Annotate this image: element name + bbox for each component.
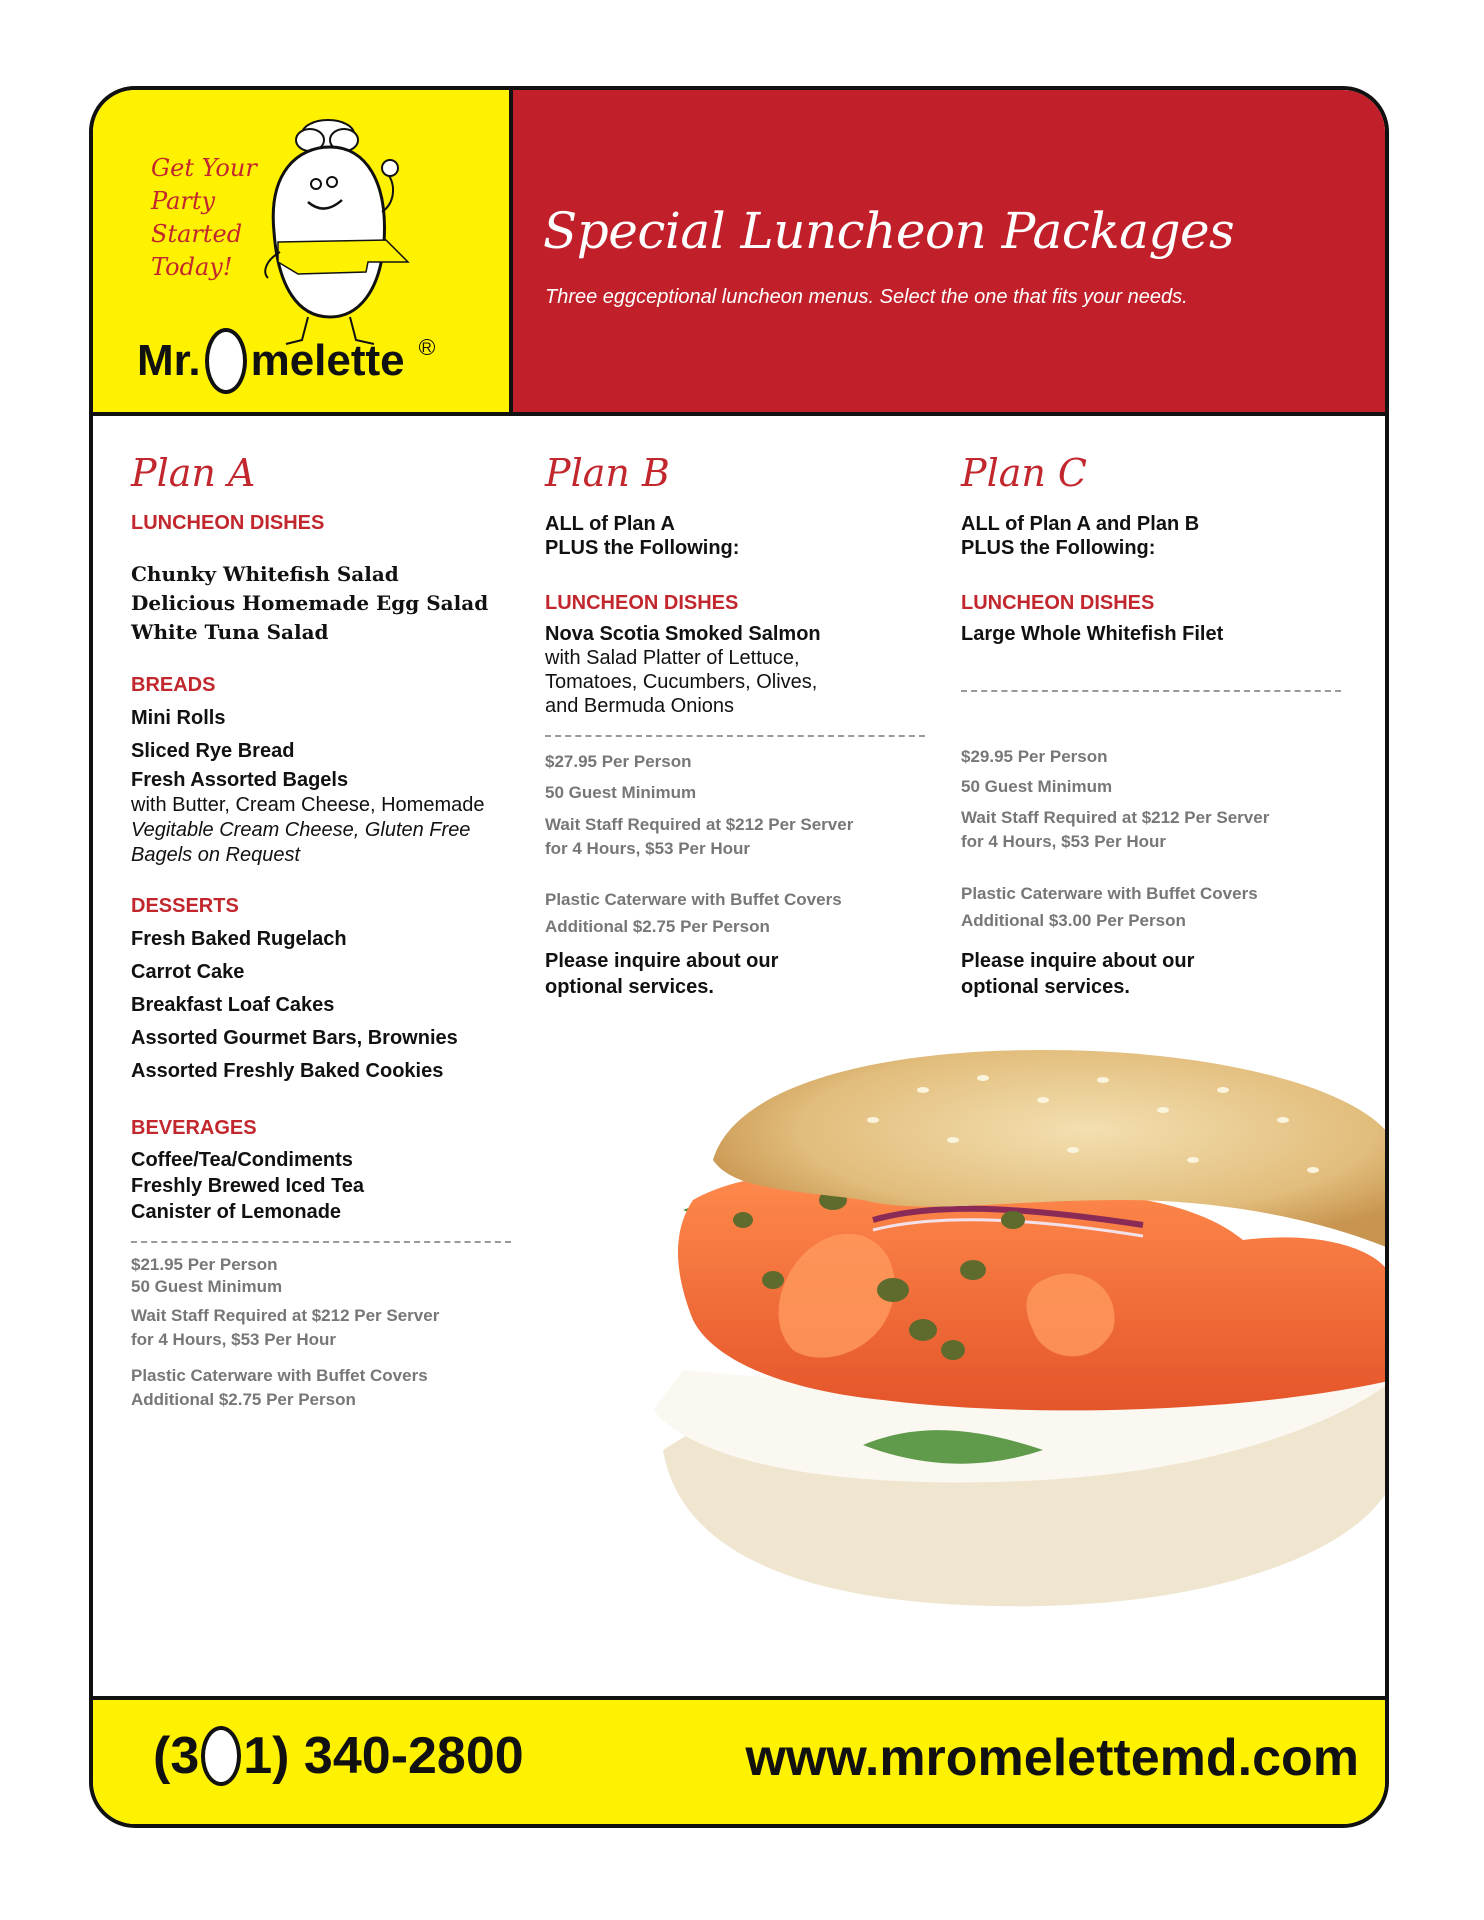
salmon-bagel-image: [623, 1050, 1389, 1630]
plan-c-caterware: Additional $3.00 Per Person: [961, 911, 1186, 930]
plan-c-caterware: Plastic Caterware with Buffet Covers: [961, 884, 1258, 903]
plan-a-breads-heading: BREADS: [131, 674, 216, 696]
page-subtitle: Three eggceptional luncheon menus. Select the one that fits your needs.: [545, 286, 1188, 308]
plan-b-caterware: Plastic Caterware with Buffet Covers: [545, 890, 842, 909]
plan-a-staff: for 4 Hours, $53 Per Hour: [131, 1330, 337, 1349]
tagline-line: Today!: [151, 253, 233, 281]
plan-b-intro: PLUS the Following:: [545, 537, 740, 559]
divider: [961, 690, 1341, 692]
plan-a-bagels-note: with Butter, Cream Cheese, Homemade: [131, 794, 485, 816]
plan-c-dishes-heading: LUNCHEON DISHES: [961, 592, 1155, 614]
plan-a-dessert: Breakfast Loaf Cakes: [131, 994, 335, 1016]
egg-chef-mascot-icon: [258, 112, 438, 352]
plan-a-beverage: Canister of Lemonade: [131, 1201, 342, 1223]
logo-panel: [93, 90, 513, 416]
website-link[interactable]: www.mromelettemd.com: [745, 1729, 1359, 1787]
plan-b-dish-note: with Salad Platter of Lettuce,: [545, 647, 800, 669]
brand-name-suffix: melette: [250, 336, 405, 385]
page-title: Special Luncheon Packages: [543, 202, 1235, 260]
plan-c-dish: Large Whole Whitefish Filet: [961, 623, 1224, 645]
phone-number[interactable]: [153, 1726, 524, 1786]
plan-b-caterware: Additional $2.75 Per Person: [545, 917, 770, 936]
tagline-line: Get Your: [151, 154, 257, 182]
plan-a-dishes-heading: LUNCHEON DISHES: [131, 512, 325, 534]
plan-a-dish: Delicious Homemade Egg Salad: [131, 591, 489, 615]
plan-a-minimum: 50 Guest Minimum: [131, 1277, 283, 1296]
plan-a-bread: Mini Rolls: [131, 707, 226, 729]
plan-a-beverage: Coffee/Tea/Condiments: [131, 1149, 353, 1171]
plan-b-inquire: Please inquire about our: [545, 950, 779, 972]
plan-b-price: $27.95 Per Person: [545, 752, 692, 771]
plan-a-caterware: Plastic Caterware with Buffet Covers: [131, 1366, 428, 1385]
phone-suffix: 1) 340-2800: [243, 1727, 524, 1785]
page-frame: [89, 86, 1389, 1828]
plan-a-bagels-note: Bagels on Request: [131, 844, 301, 866]
plan-c-price: $29.95 Per Person: [961, 747, 1108, 766]
plan-a-staff: Wait Staff Required at $212 Per Server: [131, 1306, 440, 1325]
contact-footer: [93, 1696, 1385, 1824]
plan-b-intro: ALL of Plan A: [545, 513, 675, 535]
plan-c-title: Plan C: [961, 451, 1088, 495]
plan-c-inquire: Please inquire about our: [961, 950, 1195, 972]
plan-c-minimum: 50 Guest Minimum: [961, 777, 1113, 796]
plan-a-bread: Sliced Rye Bread: [131, 740, 295, 762]
plan-a-dessert: Carrot Cake: [131, 961, 245, 983]
divider: [131, 1241, 511, 1243]
tagline-line: Started: [151, 220, 243, 248]
title-banner: [513, 90, 1385, 416]
plan-b-staff: Wait Staff Required at $212 Per Server: [545, 815, 854, 834]
plan-a-title: Plan A: [131, 451, 256, 495]
plan-b-title: Plan B: [545, 451, 670, 495]
plan-b-dish: Nova Scotia Smoked Salmon: [545, 623, 821, 645]
plan-b-staff: for 4 Hours, $53 Per Hour: [545, 839, 751, 858]
plan-a-dish: White Tuna Salad: [131, 620, 329, 644]
plan-a-dessert: Assorted Gourmet Bars, Brownies: [131, 1027, 458, 1049]
brand-logo: [137, 328, 435, 394]
plan-b-dish-note: Tomatoes, Cucumbers, Olives,: [545, 671, 818, 693]
plan-c-staff: for 4 Hours, $53 Per Hour: [961, 832, 1167, 851]
plan-a-dessert: Assorted Freshly Baked Cookies: [131, 1060, 444, 1082]
plan-a-beverages-heading: BEVERAGES: [131, 1117, 257, 1139]
plan-a-bread: Fresh Assorted Bagels: [131, 769, 349, 791]
egg-digit-icon: [201, 1726, 241, 1786]
plan-a-bagels-note: Vegitable Cream Cheese, Gluten Free: [131, 819, 471, 841]
plan-c-inquire: optional services.: [961, 976, 1130, 998]
plan-a-dish: Chunky Whitefish Salad: [131, 562, 399, 586]
plan-a-beverage: Freshly Brewed Iced Tea: [131, 1175, 365, 1197]
plan-b-inquire: optional services.: [545, 976, 714, 998]
plan-c-intro: ALL of Plan A and Plan B: [961, 513, 1200, 535]
plan-a-price: $21.95 Per Person: [131, 1255, 278, 1274]
plan-c-intro: PLUS the Following:: [961, 537, 1156, 559]
egg-letter-icon: [205, 328, 247, 394]
divider: [545, 735, 925, 737]
plan-b-minimum: 50 Guest Minimum: [545, 783, 697, 802]
plan-a-caterware: Additional $2.75 Per Person: [131, 1390, 356, 1409]
registered-mark: R: [419, 339, 435, 355]
plan-b-dishes-heading: LUNCHEON DISHES: [545, 592, 739, 614]
plan-a-dessert: Fresh Baked Rugelach: [131, 928, 347, 950]
tagline-line: Party: [151, 187, 216, 215]
phone-prefix: (3: [153, 1727, 200, 1785]
plan-a-desserts-heading: DESSERTS: [131, 895, 239, 917]
plan-c-staff: Wait Staff Required at $212 Per Server: [961, 808, 1270, 827]
plan-b-dish-note: and Bermuda Onions: [545, 695, 735, 717]
tagline: [151, 152, 271, 284]
brand-name-prefix: Mr.: [137, 336, 201, 385]
